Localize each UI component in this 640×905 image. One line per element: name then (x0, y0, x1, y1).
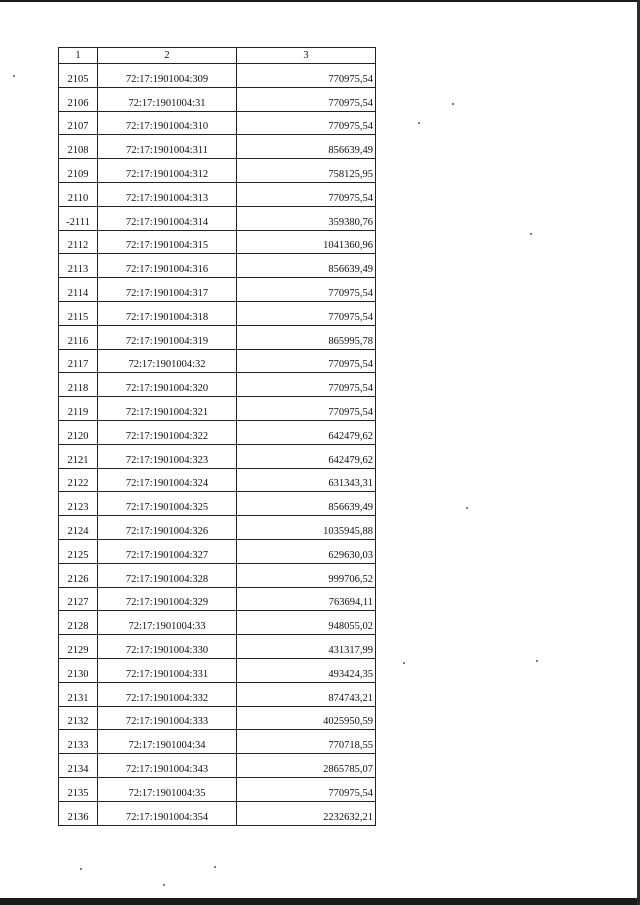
cadastral-value: 642479,62 (237, 444, 376, 468)
row-index: 2117 (59, 349, 98, 373)
row-index: 2128 (59, 611, 98, 635)
cadastral-value: 359380,76 (237, 206, 376, 230)
cadastral-number: 72:17:1901004:327 (98, 539, 237, 563)
scan-speck (214, 866, 216, 868)
cadastral-number: 72:17:1901004:331 (98, 658, 237, 682)
cadastral-value: 856639,49 (237, 492, 376, 516)
row-index: 2105 (59, 64, 98, 88)
column-header-cadastral-number: 2 (98, 48, 237, 64)
cadastral-number: 72:17:1901004:333 (98, 706, 237, 730)
cadastral-value: 948055,02 (237, 611, 376, 635)
table-row (59, 349, 376, 373)
cadastral-value: 865995,78 (237, 325, 376, 349)
row-index: 2109 (59, 159, 98, 183)
row-index: 2131 (59, 682, 98, 706)
row-index: 2130 (59, 658, 98, 682)
cadastral-number: 72:17:1901004:311 (98, 135, 237, 159)
cadastral-number: 72:17:1901004:310 (98, 111, 237, 135)
cadastral-number: 72:17:1901004:313 (98, 182, 237, 206)
row-index: 2106 (59, 87, 98, 111)
scan-speck (403, 662, 405, 664)
cadastral-value: 856639,49 (237, 254, 376, 278)
table-row (59, 301, 376, 325)
table-row (59, 111, 376, 135)
table-row (59, 658, 376, 682)
cadastral-value-table (58, 47, 376, 826)
row-index: 2113 (59, 254, 98, 278)
row-index: 2124 (59, 516, 98, 540)
table-row (59, 492, 376, 516)
cadastral-value: 999706,52 (237, 563, 376, 587)
table-row (59, 397, 376, 421)
cadastral-number: 72:17:1901004:319 (98, 325, 237, 349)
cadastral-value: 770975,54 (237, 301, 376, 325)
table-row (59, 444, 376, 468)
row-index: 2108 (59, 135, 98, 159)
row-index: 2136 (59, 801, 98, 825)
row-index: -2111 (59, 206, 98, 230)
cadastral-value: 631343,31 (237, 468, 376, 492)
cadastral-value: 431317,99 (237, 635, 376, 659)
row-index: 2115 (59, 301, 98, 325)
cadastral-value: 763694,11 (237, 587, 376, 611)
cadastral-value: 2865785,07 (237, 754, 376, 778)
row-index: 2114 (59, 278, 98, 302)
row-index: 2110 (59, 182, 98, 206)
scan-speck (13, 75, 15, 77)
row-index: 2112 (59, 230, 98, 254)
cadastral-number: 72:17:1901004:320 (98, 373, 237, 397)
column-header-value: 3 (237, 48, 376, 64)
cadastral-value: 770975,54 (237, 64, 376, 88)
cadastral-number: 72:17:1901004:330 (98, 635, 237, 659)
row-index: 2127 (59, 587, 98, 611)
row-index: 2133 (59, 730, 98, 754)
cadastral-value: 770975,54 (237, 182, 376, 206)
scan-speck (452, 103, 454, 105)
table-row (59, 373, 376, 397)
cadastral-number: 72:17:1901004:32 (98, 349, 237, 373)
table-row (59, 754, 376, 778)
table-row (59, 777, 376, 801)
table-body (59, 64, 376, 826)
table-row (59, 587, 376, 611)
cadastral-number: 72:17:1901004:328 (98, 563, 237, 587)
cadastral-number: 72:17:1901004:309 (98, 64, 237, 88)
table-row (59, 706, 376, 730)
table-row (59, 516, 376, 540)
cadastral-value: 2232632,21 (237, 801, 376, 825)
row-index: 2120 (59, 420, 98, 444)
cadastral-value: 770975,54 (237, 777, 376, 801)
cadastral-value: 770975,54 (237, 349, 376, 373)
row-index: 2135 (59, 777, 98, 801)
table-row (59, 730, 376, 754)
table-row (59, 539, 376, 563)
cadastral-number: 72:17:1901004:354 (98, 801, 237, 825)
cadastral-number: 72:17:1901004:326 (98, 516, 237, 540)
row-index: 2125 (59, 539, 98, 563)
table-row (59, 801, 376, 825)
cadastral-value: 493424,35 (237, 658, 376, 682)
cadastral-value: 770975,54 (237, 278, 376, 302)
table-header-row (59, 48, 376, 64)
table-row (59, 230, 376, 254)
table-row (59, 254, 376, 278)
scan-speck (530, 233, 532, 235)
cadastral-value: 874743,21 (237, 682, 376, 706)
scan-speck (418, 122, 420, 124)
cadastral-number: 72:17:1901004:329 (98, 587, 237, 611)
scan-speck (163, 884, 165, 886)
cadastral-number: 72:17:1901004:317 (98, 278, 237, 302)
scan-edge-bottom (0, 898, 640, 905)
cadastral-value: 1041360,96 (237, 230, 376, 254)
cadastral-value: 770975,54 (237, 111, 376, 135)
table-row (59, 682, 376, 706)
table-row (59, 87, 376, 111)
cadastral-value: 642479,62 (237, 420, 376, 444)
row-index: 2107 (59, 111, 98, 135)
cadastral-number: 72:17:1901004:31 (98, 87, 237, 111)
cadastral-value: 1035945,88 (237, 516, 376, 540)
table-row (59, 206, 376, 230)
cadastral-number: 72:17:1901004:35 (98, 777, 237, 801)
row-index: 2134 (59, 754, 98, 778)
table-row (59, 420, 376, 444)
row-index: 2116 (59, 325, 98, 349)
cadastral-number: 72:17:1901004:322 (98, 420, 237, 444)
cadastral-number: 72:17:1901004:312 (98, 159, 237, 183)
column-header-index: 1 (59, 48, 98, 64)
row-index: 2122 (59, 468, 98, 492)
cadastral-number: 72:17:1901004:343 (98, 754, 237, 778)
cadastral-value: 770975,54 (237, 397, 376, 421)
table-row (59, 278, 376, 302)
cadastral-number: 72:17:1901004:316 (98, 254, 237, 278)
cadastral-number: 72:17:1901004:315 (98, 230, 237, 254)
table-row (59, 135, 376, 159)
cadastral-number: 72:17:1901004:321 (98, 397, 237, 421)
row-index: 2132 (59, 706, 98, 730)
table-row (59, 325, 376, 349)
cadastral-number: 72:17:1901004:314 (98, 206, 237, 230)
row-index: 2119 (59, 397, 98, 421)
scan-edge-top (0, 0, 640, 2)
cadastral-number: 72:17:1901004:318 (98, 301, 237, 325)
cadastral-value: 758125,95 (237, 159, 376, 183)
row-index: 2118 (59, 373, 98, 397)
cadastral-value: 770975,54 (237, 87, 376, 111)
cadastral-number: 72:17:1901004:325 (98, 492, 237, 516)
cadastral-value: 856639,49 (237, 135, 376, 159)
scan-speck (536, 660, 538, 662)
cadastral-value: 629630,03 (237, 539, 376, 563)
cadastral-number: 72:17:1901004:323 (98, 444, 237, 468)
table-row (59, 468, 376, 492)
cadastral-value: 770975,54 (237, 373, 376, 397)
cadastral-number: 72:17:1901004:33 (98, 611, 237, 635)
cadastral-number: 72:17:1901004:324 (98, 468, 237, 492)
cadastral-number: 72:17:1901004:332 (98, 682, 237, 706)
cadastral-value: 4025950,59 (237, 706, 376, 730)
row-index: 2123 (59, 492, 98, 516)
row-index: 2121 (59, 444, 98, 468)
table-row (59, 159, 376, 183)
table-row (59, 635, 376, 659)
scan-speck (80, 868, 82, 870)
row-index: 2129 (59, 635, 98, 659)
table-row (59, 563, 376, 587)
cadastral-value: 770718,55 (237, 730, 376, 754)
row-index: 2126 (59, 563, 98, 587)
table-row (59, 64, 376, 88)
table-row (59, 182, 376, 206)
cadastral-number: 72:17:1901004:34 (98, 730, 237, 754)
table-row (59, 611, 376, 635)
scan-speck (466, 507, 468, 509)
